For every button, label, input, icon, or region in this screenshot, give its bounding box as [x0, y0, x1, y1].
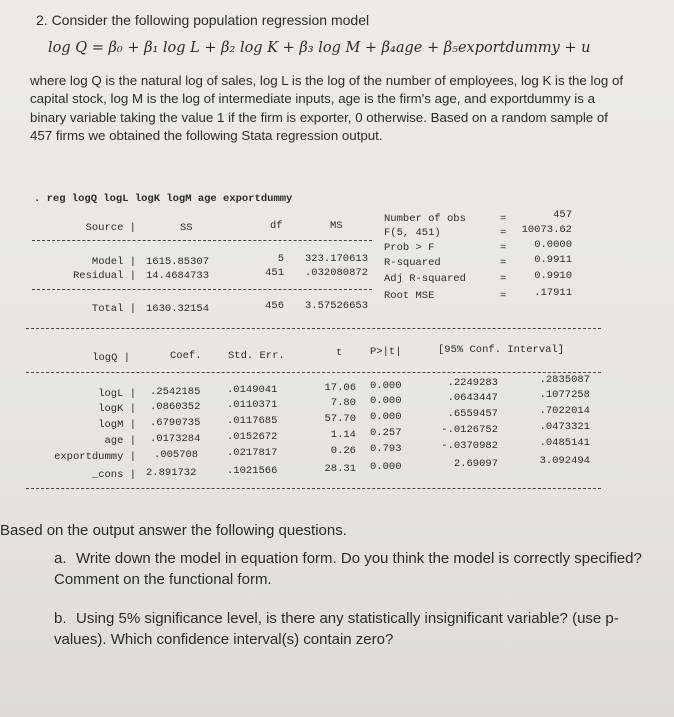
stat-value: 0.0000	[534, 239, 572, 251]
regression-equation: log Q = β₀ + β₁ log L + β₂ log K + β₃ log M + β₄age + β₅exportdummy + u	[48, 40, 591, 56]
question-a	[54, 548, 664, 590]
coef-header-p: P>|t|	[370, 346, 402, 358]
coef-header-se: Std. Err.	[228, 350, 285, 362]
coef-value: .2542185	[150, 386, 201, 398]
stat-label: Adj R-squared	[384, 273, 466, 285]
anova-source: Model |	[91, 256, 136, 268]
coef-t: 57.70	[324, 413, 356, 425]
stat-eq: =	[500, 213, 507, 225]
stat-label: Root MSE	[384, 290, 435, 302]
coef-value: .0860352	[150, 401, 201, 413]
stat-eq: =	[500, 242, 507, 254]
coef-ci-low: .0643447	[447, 392, 498, 404]
question-a-label: a.	[54, 550, 67, 567]
anova-header-df: df	[270, 220, 283, 232]
coef-ci-low: .2249283	[447, 377, 498, 389]
coef-p: 0.000	[370, 461, 402, 473]
anova-ms: 3.57526653	[304, 300, 368, 312]
coef-p: 0.000	[370, 411, 402, 423]
coef-se: .0149041	[227, 384, 278, 396]
anova-source: Total |	[91, 303, 136, 315]
coef-header-coef: Coef.	[170, 350, 202, 362]
stat-value: 457	[553, 209, 572, 221]
coef-var: exportdummy |	[54, 451, 136, 463]
stat-value: 0.9911	[534, 254, 572, 266]
coef-p: 0.257	[370, 427, 402, 439]
coef-divider-mid	[26, 372, 601, 373]
anova-ms: .032080872	[304, 267, 368, 279]
coef-t: 7.80	[330, 397, 356, 409]
stat-eq: =	[500, 227, 507, 239]
stat-label: Prob > F	[384, 242, 435, 254]
anova-divider-top	[32, 240, 372, 241]
stat-label: F(5, 451)	[384, 227, 441, 239]
question-title: 2. Consider the following population regression model	[36, 12, 370, 28]
coef-ci-high: .2835087	[539, 374, 590, 386]
anova-df: 5	[277, 253, 284, 265]
coef-header-t: t	[336, 347, 343, 359]
coef-t: 28.31	[324, 463, 356, 475]
question-b-text: Using 5% significance level, is there any statistically insignificant variable? (use p-values). Which confidence interval(s) contain zero?	[54, 610, 619, 648]
coef-header-var: logQ |	[92, 352, 130, 364]
coef-header-ci: [95% Conf. Interval]	[438, 344, 565, 356]
stat-value: 10073.62	[521, 224, 572, 236]
coef-value: .6790735	[150, 417, 201, 429]
anova-ss: 14.4684733	[146, 270, 210, 282]
anova-ss: 1615.85307	[146, 256, 210, 268]
coef-se: .0152672	[227, 431, 278, 443]
coef-se: .0217817	[227, 447, 278, 459]
coef-t: 1.14	[330, 429, 356, 441]
coef-value: .005708	[154, 449, 199, 461]
coef-var: age |	[104, 435, 136, 447]
anova-ss: 1630.32154	[146, 303, 210, 315]
coef-ci-high: .0485141	[539, 437, 590, 449]
question-description: where log Q is the natural log of sales, log L is the log of the number of employees, log K is the log of capital stock, log M is the log of intermediate inputs, age is the firm's age, and exportdummy is a binary variable taking the value 1 if the firm is exporter, 0 otherwise. Based on a random sample of 457 firms we obtained the following Stata regression output.	[30, 73, 624, 144]
coef-var: _cons |	[91, 469, 136, 481]
stat-eq: =	[500, 257, 507, 269]
coef-ci-low: -.0126752	[441, 424, 498, 436]
stat-label: Number of obs	[384, 213, 466, 225]
coef-ci-low: 2.69097	[453, 458, 498, 470]
coef-divider-bottom	[26, 488, 601, 489]
coef-p: 0.793	[370, 443, 402, 455]
stata-command: . reg logQ logL logK logM age exportdummy	[34, 193, 293, 205]
coef-t: 0.26	[330, 445, 356, 457]
stat-eq: =	[500, 273, 507, 285]
anova-header-source: Source |	[85, 222, 136, 234]
question-a-text: Write down the model in equation form. Do you think the model is correctly specified? Comment on the functional form.	[54, 550, 642, 588]
anova-df: 456	[265, 300, 284, 312]
coef-var: logL |	[98, 388, 136, 400]
coef-p: 0.000	[370, 380, 402, 392]
coef-ci-low: -.0370982	[441, 440, 498, 452]
anova-divider-bottom	[32, 289, 372, 290]
anova-source: Residual |	[72, 270, 136, 282]
questions-intro: Based on the output answer the following questions.	[0, 522, 347, 539]
coef-se: .1021566	[227, 465, 278, 477]
coef-ci-high: .7022014	[539, 405, 590, 417]
question-b	[54, 608, 664, 650]
coef-ci-high: .0473321	[539, 421, 590, 433]
coef-p: 0.000	[370, 395, 402, 407]
anova-header-ss: SS	[180, 222, 193, 234]
anova-header-ms: MS	[330, 220, 343, 232]
stat-label: R-squared	[384, 257, 441, 269]
coef-var: logK |	[98, 403, 136, 415]
coef-ci-high: 3.092494	[539, 455, 590, 467]
coef-value: 2.891732	[146, 467, 197, 479]
anova-df: 451	[265, 267, 284, 279]
coef-divider-top	[26, 328, 601, 329]
coef-t: 17.06	[324, 382, 356, 394]
stat-value: .17911	[534, 287, 572, 299]
coef-ci-low: .6559457	[447, 408, 498, 420]
coef-value: .0173284	[150, 433, 201, 445]
anova-ms: 323.170613	[304, 253, 368, 265]
coef-ci-high: .1077258	[539, 389, 590, 401]
coef-se: .0117685	[227, 415, 278, 427]
question-b-label: b.	[54, 610, 67, 627]
coef-se: .0110371	[227, 399, 278, 411]
coef-var: logM |	[98, 419, 136, 431]
stat-eq: =	[500, 290, 507, 302]
stat-value: 0.9910	[534, 270, 572, 282]
